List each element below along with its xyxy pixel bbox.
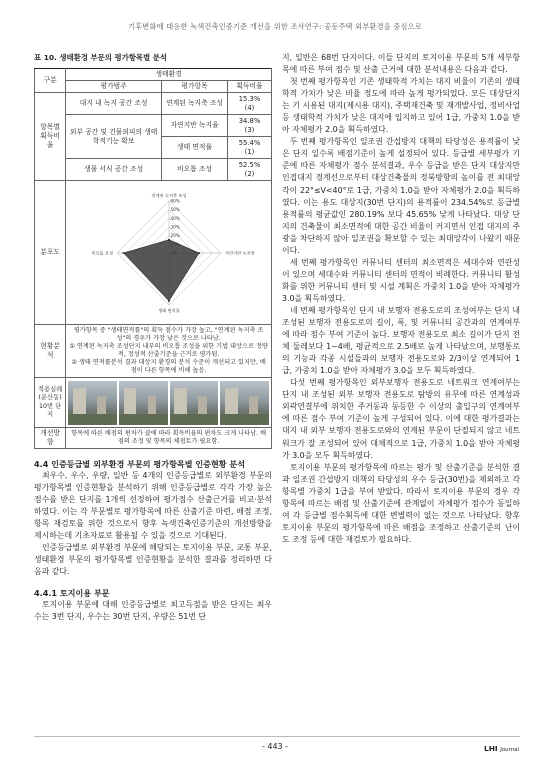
analysis-cell (66, 325, 272, 378)
row-category: 생물 서식 공간 조성 (66, 159, 162, 181)
radar-tick-label: 40% (170, 215, 180, 221)
logo-sub: Journal (500, 747, 519, 753)
row-rate-cell (228, 115, 272, 137)
radar-tick-label: 50% (170, 207, 180, 213)
radar-axis-label: 비오톱 조성 (91, 250, 113, 256)
paragraph: 세 번째 평가항목인 커뮤니티 센터의 최소면적은 세대수와 연관성이 있으며 세대수와 커뮤니티 센터의 면적이 비례한다. 커뮤니티 활성화를 위한 커뮤니티 센터 및 시설 계획은 가중치 1.0을 받아 자체평가 3.0을 획득하였다. (282, 257, 520, 303)
row-count: (2) (244, 169, 255, 178)
journal-logo (484, 744, 519, 753)
table-caption: 표 10. 생태환경 부문의 평가항목별 분석 (34, 53, 168, 62)
page-number: - 443 - (261, 742, 289, 751)
radar-data-point (168, 300, 170, 302)
row-item: 자연지반 녹지율 (162, 115, 228, 137)
paragraph: 두 번째 평가항목인 일조권 간섭방지 대책의 타당성은 용적률이 낮은 단지 일수록 배점기준이 높게 설정되어 있다. 등급별 세부평가 기준에 따른 자체평가 점수 분석결과, 우수 등급을 받은 단지 대상지만 인접대지 경계선으로부터 대상건축물의 정북방향의 높이를 전 최대앙각이 22°≤V<40°로 1급, 가중치 1.0을 받아 자체평가 2.0을 획득하였다. 이는 용도 대상지(30번 단지)의 용적률이 234.54%로 등급별 용적률의 평균값인 280.19% 보다 45.65% 낮게 나타났다. 대상 단지의 건축물이 최소면적에 대한 공간 비율이 커지면서 인접 대지의 주광을 차단하지 않아 일조권을 확보할 수 있는 최대앙각이 나왔기 때문이다. (282, 137, 520, 255)
table-row (35, 115, 272, 137)
radar-chart (69, 181, 269, 321)
row-rate: 34.8% (238, 116, 261, 125)
radar-label: 분포도 (35, 181, 66, 325)
row-rate: 55.4% (238, 138, 261, 147)
table-row (35, 93, 272, 115)
analysis-point-2: ② 생태 면적률분석 결과 대상지 환경의 분석 수준이 개선되고 있지만, 배점이 다른 항목에 비해 높음. (71, 359, 266, 375)
site-label: 적용실례 (운산동) 10번 단지 (35, 378, 66, 428)
site-photo (220, 381, 269, 425)
site-photos (66, 378, 272, 428)
row-group-label: 항목별 획득비율 (35, 93, 66, 181)
row-count: (1) (244, 147, 255, 156)
radar-axis-label: 연계된 녹지축 조성 (151, 193, 187, 199)
header-category: 평가범주 (66, 81, 162, 93)
table-row (35, 159, 272, 181)
row-item: 생태 면적률 (162, 137, 228, 159)
paragraph: 토지이용 부문의 평가항목에 따르는 평가 및 산출기준을 분석한 결과 일조권 간섭방지 대책의 타당성의 우수 등급(30번)을 제외하고 각 항목별 가중치 1급을 부여 받았다. 따라서 토지이용 부문의 경우 각 항목에 따르는 배점 및 산출기준에 관계없이 자체평가 점수가 동일하여 각 등급별 점수획득에 대한 변별력이 없는 것으로 나타났다. 향후 토지이용 부문의 평가항목에 따른 배점을 조정하고 산출기준의 난이도 조정 등에 대한 재검토가 필요하다. (282, 462, 520, 544)
row-category: 외부 공간 및 건물외피의 생태학적기능 확보 (66, 115, 162, 159)
row-rate-cell (228, 159, 272, 181)
row-rate-cell (228, 137, 272, 159)
section-heading-4-4-1: 4.4.1 토지이용 부문 (34, 587, 110, 598)
header-item: 평가항목 (162, 81, 228, 93)
site-photo (170, 381, 219, 425)
radar-data-point (122, 252, 124, 254)
paragraph: 지, 일반은 68번 단지이다. 이들 단지의 토지이용 부문의 5개 세부항목에 따른 부여 점수 및 산출 근거에 대한 분석내용은 다음과 같다. (282, 53, 520, 75)
running-head: 기후변화에 대응한 녹색건축인증기준 개선을 위한 조사연구: 공동주택 외부환경을 중심으로 (128, 22, 422, 31)
analysis-label: 현황분석 (35, 325, 66, 378)
improvement-label: 개선방향 (35, 428, 66, 449)
radar-axis-label: 생태 면적률 (157, 308, 180, 314)
row-rate: 15.3% (238, 94, 261, 103)
radar-axis-label: 자연지반 녹지율 (224, 250, 255, 256)
evaluation-table (34, 68, 272, 449)
radar-data-area (123, 240, 199, 301)
footer-rule (34, 736, 520, 737)
radar-data-point (168, 239, 170, 241)
radar-data-point (198, 252, 200, 254)
paragraph: 토지이용 부문에 대해 인증등급별로 최고득점을 받은 단지는 최우수는 3번 단지, 우수는 30번 단지, 우량은 51번 단 (34, 599, 272, 621)
improvement-text: 항목에 따른 배점의 편차가 클에 따라 획득비율의 편차도 크게 나타남. 배점의 조정 및 항목의 체점토가 필요함. (66, 428, 272, 449)
radar-tick-label: 20% (170, 233, 180, 239)
header-section: 생태환경 (66, 69, 272, 81)
radar-cell (66, 181, 272, 325)
left-column (34, 44, 272, 623)
paragraph: 인증등급별로 외부환경 부문에 해당되는 토지이용 부문, 교통 부문, 생태환경 부문의 평가항목별 인증현황을 분석한 결과를 정리하면 다음과 같다. (34, 543, 272, 577)
site-photo (119, 381, 168, 425)
right-column (282, 52, 520, 546)
header-group: 구분 (35, 69, 66, 93)
analysis-text: 평가항목 중 "생태면적률"의 획득 점수가 가장 높고, "연계된 녹지축 조성"의 경우가 가장 낮은 것으로 나타남. (73, 327, 264, 343)
logo-text: LHI (484, 744, 498, 753)
paragraph: 첫 번째 평가항목인 기존 생태학적 가치는 대지 비율이 기존의 생태학적 가치가 낮은 비율 정도에 따라 높게 평가되었다. 모든 대상단지는 기 시용된 대지(제시용 대지), 주택재건축 및 재개발사업, 정비사업 등 생태학적 가치가 낮은 대지에 입지하고 있어 1급, 가중치 1.0을 받아 자체평가 2.0을 획득하였다. (282, 77, 520, 135)
analysis-point-1: ① 연계된 녹지축 조성단지 내부의 비오톱 조성을 위한 기법 대상으로 정량적, 정성적 산출기준을 근거로 평가됨. (69, 343, 268, 359)
paragraph: 다섯 번째 평가항목인 외부보행자 전용도로 네트워크 연계여부는 단지 내 조성된 외부 보행자 전용도로 탐방의 유무에 따른 연계성과 외곽연결부에 위치한 주거동과 동등한 수 이상의 출입구의 연계여부에 따른 점수 부여 기준이 높게 구성되어 있다. 이에 대한 평가결과는 대지 내 외부 보행자 전용도로와의 연계된 부문이 단절되지 않고 네트워크가 잘 조성되어 있어 대체적으로 1급, 가중치 1.0을 받아 자체평가 3.0을 모두 획득하였다. (282, 378, 520, 460)
section-heading-4-4: 4.4 인증등급별 외부환경 부문의 평가항목별 인증현황 분석 (34, 459, 246, 470)
paragraph: 네 번째 평가항목인 단지 내 보행자 전용도로의 조성여부는 단지 내 조성된 보행자 전용도로의 길이, 폭, 및 커뮤니티 공간과의 연계여부에 따라 점수 부여 기준이 높다. 보행자 전용도로 최소 길이가 단지 전체 둘레보다 1~4배, 평균적으로 2.5배로 높게 나타났으며, 보행통로의 기능과 각종 시설들과의 보행자 전용도로와 2/3이상 연계되어 1급, 가중치 1.0을 받아 자체평가 3.0을 모두 획득하였다. (282, 305, 520, 376)
radar-tick-label: 60% (170, 198, 180, 204)
paragraph: 최우수, 우수, 우량, 일반 등 4개의 인증등급별로 외부환경 부문의 평가항목별 인증현황을 분석하기 위해 인증등급별로 각각 가장 높은 점수를 받은 단지를 1개씩 선정하여 평가점수 산출근거를 비교·분석하였다. 이는 각 부문별로 평가항목에 따른 산출기준 마련, 배점 조정, 항목 재검토를 위한 것으로서 향후 녹색건축인증기준의 개선방향을 제시하는데 기초자료로 활용될 수 있을 것으로 기대된다. (34, 471, 272, 541)
row-count: (3) (244, 125, 255, 134)
row-item: 비오톱 조성 (162, 159, 228, 181)
row-category: 대지 내 녹지 공간 조성 (66, 93, 162, 115)
site-photo (68, 381, 117, 425)
row-count: (4) (244, 103, 255, 112)
row-rate-cell (228, 93, 272, 115)
row-item: 연계된 녹지축 조성 (162, 93, 228, 115)
row-rate: 52.5% (238, 160, 261, 169)
radar-tick-label: 30% (170, 224, 180, 230)
header-rate: 획득비율 (228, 81, 272, 93)
